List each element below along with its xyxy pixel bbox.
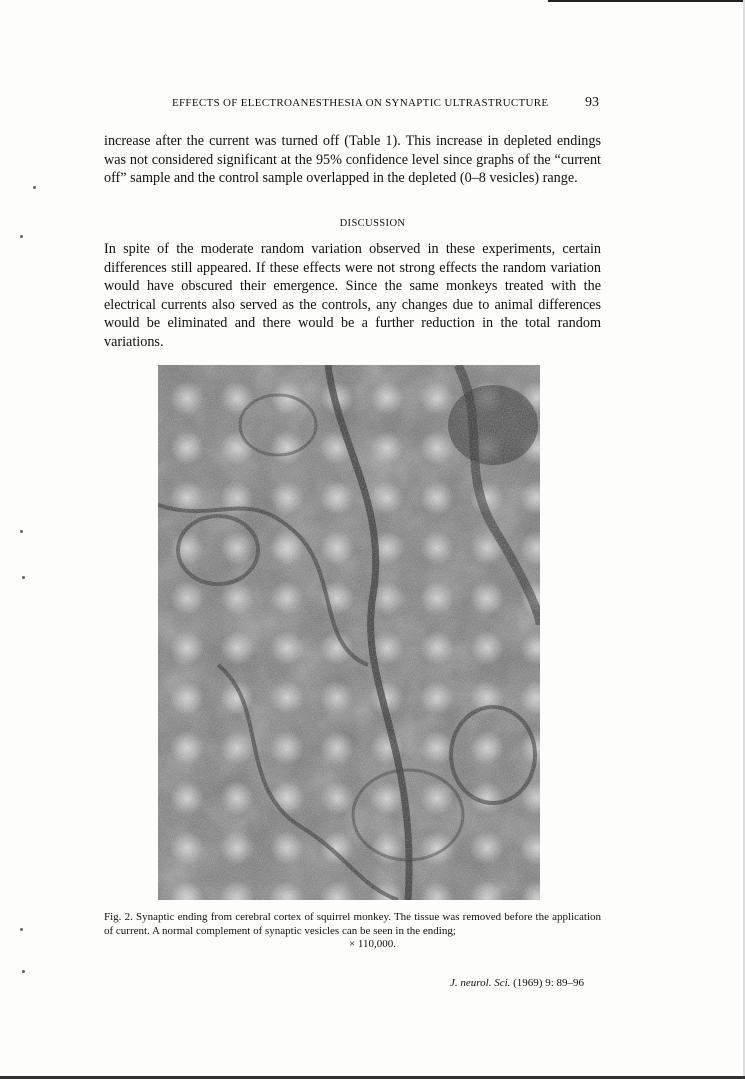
scan-speck bbox=[20, 235, 23, 238]
scan-speck bbox=[20, 530, 23, 533]
scan-speck bbox=[22, 970, 25, 973]
footer-citation bbox=[450, 977, 584, 989]
figure-magnification: × 110,000. bbox=[348, 938, 397, 950]
body-paragraph-1: increase after the current was turned off (Table 1). This increase in depleted endings was not considered significant at the 95% confidence level since graphs of the “current off” sample and the control sample overlapped in the depleted (0–8 vesicles) range. bbox=[104, 133, 601, 186]
journal-name: J. neurol. Sci. bbox=[450, 977, 511, 989]
body-paragraph-2: In spite of the moderate random variation observed in these experiments, certain differences still appeared. If these effects were not strong effects the random variation would have obscured their emergence. Since the same monkeys treated with the electrical currents also served as the controls, any changes due to animal differences would be eliminated and there would be a further reduction in the total random variations. bbox=[104, 241, 601, 350]
running-head: EFFECTS OF ELECTROANESTHESIA ON SYNAPTIC ULTRASTRUCTURE bbox=[172, 97, 549, 109]
scan-speck bbox=[22, 576, 25, 579]
page-number: 93 bbox=[585, 95, 599, 110]
electron-micrograph bbox=[158, 365, 540, 900]
scan-edge-top bbox=[548, 0, 745, 2]
figure-caption: Fig. 2. Synaptic ending from cerebral cortex of squirrel monkey. The tissue was removed before the application of current. A normal complement of synaptic vesicles can be seen in the ending; bbox=[104, 911, 601, 937]
section-heading: DISCUSSION bbox=[339, 218, 406, 229]
scan-speck bbox=[33, 186, 36, 189]
scan-speck bbox=[20, 928, 23, 931]
volume-pages: (1969) 9: 89–96 bbox=[513, 977, 585, 989]
micrograph-image bbox=[158, 365, 540, 900]
